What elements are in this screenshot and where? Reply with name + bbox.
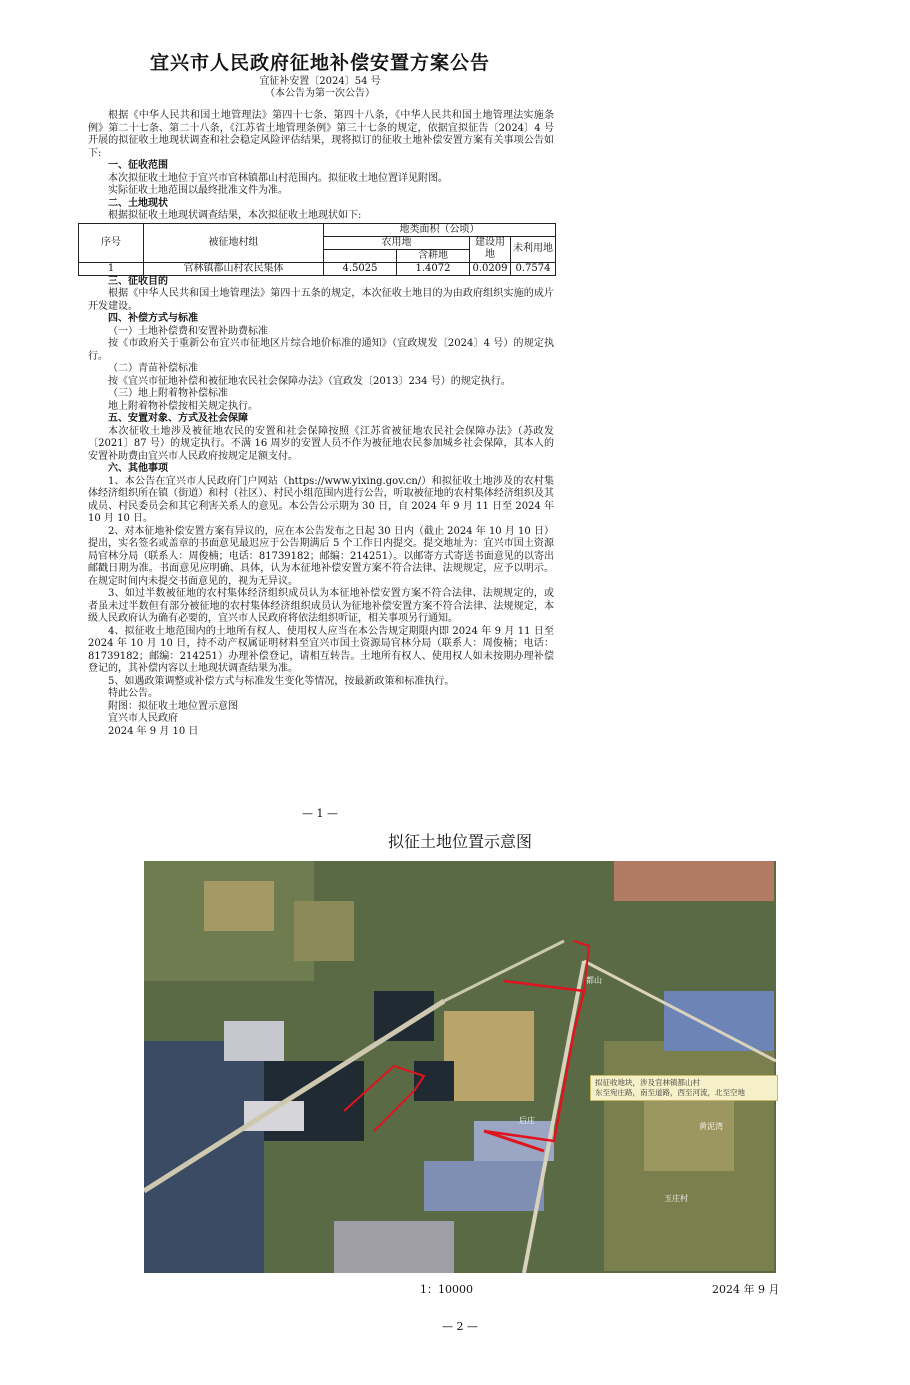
notice-body bbox=[88, 110, 554, 738]
map-date: 2024 年 9 月 bbox=[712, 1283, 780, 1296]
cell-construction: 0.0209 bbox=[470, 262, 511, 275]
page-number-1: — 1 — bbox=[302, 807, 338, 820]
map-graphic bbox=[144, 861, 776, 1273]
map-label-0: 后庄 bbox=[519, 1116, 535, 1125]
map-label-1: 黄泥湾 bbox=[699, 1122, 723, 1131]
cell-arable: 1.4072 bbox=[397, 262, 470, 275]
section-5-heading: 五、安置对象、方式及社会保障 bbox=[108, 413, 248, 424]
section-3-paragraph-1: 根据《中华人民共和国土地管理法》第四十五条的规定，本次征收土地目的为由政府组织实施的成片开发建设。 bbox=[88, 288, 554, 312]
section-6-paragraph-3: 3、如过半数被征地的农村集体经济组织成员认为本征地补偿安置方案不符合法律、法规规定的，或者虽未过半数但有部分被征地的农村集体经济组织成员认为征地补偿安置方案不符合法律、法规规定，本级人民政府认为确有必要的，宜兴市人民政府将依法组织听证，相关事项另行通知。 bbox=[88, 588, 554, 624]
section-4-paragraph-1: 按《市政府关于重新公布宜兴市征地区片综合地价标准的通知》（宜政规发〔2024〕4 号）的规定执行。 bbox=[88, 338, 554, 362]
section-4-sub-3: （三）地上附着物补偿标准 bbox=[108, 388, 228, 399]
header-arable: 含耕地 bbox=[397, 249, 470, 262]
section-1-heading: 一、征收范围 bbox=[108, 160, 168, 171]
cell-agri: 4.5025 bbox=[324, 262, 397, 275]
page-number-2: — 2 — bbox=[442, 1320, 478, 1333]
doc-number: 宜征补安置〔2024〕54 号 bbox=[259, 76, 381, 87]
cell-unused: 0.7574 bbox=[511, 262, 556, 275]
section-6-heading: 六、其他事项 bbox=[108, 463, 168, 474]
header-construction: 建设用地 bbox=[470, 236, 511, 262]
cell-village: 官林镇都山村农民集体 bbox=[144, 262, 324, 275]
section-4-heading: 四、补偿方式与标准 bbox=[108, 313, 198, 324]
land-status-table bbox=[78, 223, 556, 276]
section-5-paragraph-1: 本次征收土地涉及被征地农民的安置和社会保障按照《江苏省被征地农民社会保障办法》（苏政发〔2021〕87 号）的规定执行。不满 16 周岁的安置人员不作为被征地农民参加城乡社会保障，其本人的安置补助费由宜兴市人民政府按规定足额支付。 bbox=[88, 425, 554, 462]
header-area: 地类面积（公顷） bbox=[324, 223, 556, 236]
section-2-paragraph-1: 根据拟征收土地现状调查结果，本次拟征收土地现状如下: bbox=[108, 210, 362, 221]
closing: 特此公告。 bbox=[108, 688, 158, 699]
header-index: 序号 bbox=[79, 223, 144, 262]
section-4-sub-1: （一）土地补偿费和安置补助费标准 bbox=[108, 325, 268, 337]
header-village: 被征地村组 bbox=[144, 223, 324, 262]
section-1-paragraph-1: 本次拟征收土地位于宜兴市官林镇都山村范围内。拟征收土地位置详见附图。 bbox=[108, 172, 448, 184]
map-legend bbox=[590, 1075, 778, 1101]
table-row bbox=[79, 262, 556, 275]
section-4-paragraph-2: 按《宜兴市征地补偿和被征地农民社会保障办法》（宜政发〔2013〕234 号）的规定执行。 bbox=[108, 375, 511, 387]
map-label-2: 玉庄村 bbox=[664, 1194, 688, 1203]
section-4-paragraph-3: 地上附着物补偿按相关规定执行。 bbox=[108, 400, 258, 412]
map-label-3: 都山 bbox=[586, 976, 602, 985]
attachment-note: 附图：拟征收土地位置示意图 bbox=[108, 700, 238, 712]
sign-date: 2024 年 9 月 10 日 bbox=[108, 725, 199, 737]
satellite-map bbox=[144, 861, 776, 1273]
map-title: 拟征土地位置示意图 bbox=[387, 832, 532, 851]
header-agri: 农用地 bbox=[324, 236, 470, 249]
doc-note: （本公告为第一次公告） bbox=[265, 88, 375, 99]
intro-paragraph: 根据《中华人民共和国土地管理法》第四十七条、第四十八条，《中华人民共和国土地管理法实施条例》第二十七条、第二十八条，《江苏省土地管理条例》第三十七条的规定，依据宜拟征告〔2024〕4 号开展的拟征收土地现状调查和社会稳定风险评估结果，现将拟订的征收土地补偿安置方案有关事项公告如下: bbox=[88, 110, 554, 159]
section-1-paragraph-2: 实际征收土地范围以最终批准文件为准。 bbox=[108, 185, 288, 196]
signer: 宜兴市人民政府 bbox=[108, 713, 178, 724]
section-4-sub-2: （二）青苗补偿标准 bbox=[108, 363, 198, 374]
cell-index: 1 bbox=[79, 262, 144, 275]
map-scale: 1：10000 bbox=[420, 1283, 473, 1296]
notice-title: 宜兴市人民政府征地补偿安置方案公告 bbox=[149, 52, 490, 74]
header-unused: 未利用地 bbox=[511, 236, 556, 262]
section-6-paragraph-2: 2、对本征地补偿安置方案有异议的，应在本公告发布之日起 30 日内（截止 2024 年 10 月 10 日）提出，实名签名或盖章的书面意见最迟应于公告期满后 5 个工作日内提交。提交地址为：宜兴市国土资源局官林分局（联系人：周俊楠；电话：81739182；邮编：214251）。以邮寄方式寄送书面意见的以寄出邮戳日期为准。书面意见应明确、具体，认为本征地补偿安置方案不符合法律、法规规定，应予以明示。在规定时间内未提交书面意见的，视为无异议。 bbox=[88, 525, 554, 587]
section-3-heading: 三、征收目的 bbox=[108, 275, 168, 287]
section-2-heading: 二、土地现状 bbox=[108, 197, 168, 209]
section-6-paragraph-1: 1、本公告在宜兴市人民政府门户网站（https://www.yixing.gov.cn/）和拟征收土地涉及的农村集体经济组织所在镇（街道）和村（社区）、村民小组范围内进行公告，听取被征地的农村集体经济组织及其成员、村民委员会和其它利害关系人的意见。本公告公示期为 30 日，自 2024 年 9 月 11 日至 2024 年 10 月 10 日。 bbox=[88, 475, 554, 524]
section-6-paragraph-4: 4、拟征收土地范围内的土地所有权人、使用权人应当在本公告规定期限内即 2024 年 9 月 11 日至 2024 年 10 月 10 日，持不动产权属证明材料至宜兴市国土资源局官林分局（联系人：周俊楠；电话：81739182；邮编：214251）办理补偿登记，请相互转告。土地所有权人、使用权人如未按期办理补偿登记的，其补偿内容以土地现状调查结果为准。 bbox=[88, 625, 554, 674]
map-legend-text: 拟征收地块，涉及官林镇都山村 东至宛庄路，南至道路，西至河流，北至空地 bbox=[595, 1078, 745, 1097]
section-6-paragraph-5: 5、如遇政策调整或补偿方式与标准发生变化等情况，按最新政策和标准执行。 bbox=[108, 675, 455, 687]
